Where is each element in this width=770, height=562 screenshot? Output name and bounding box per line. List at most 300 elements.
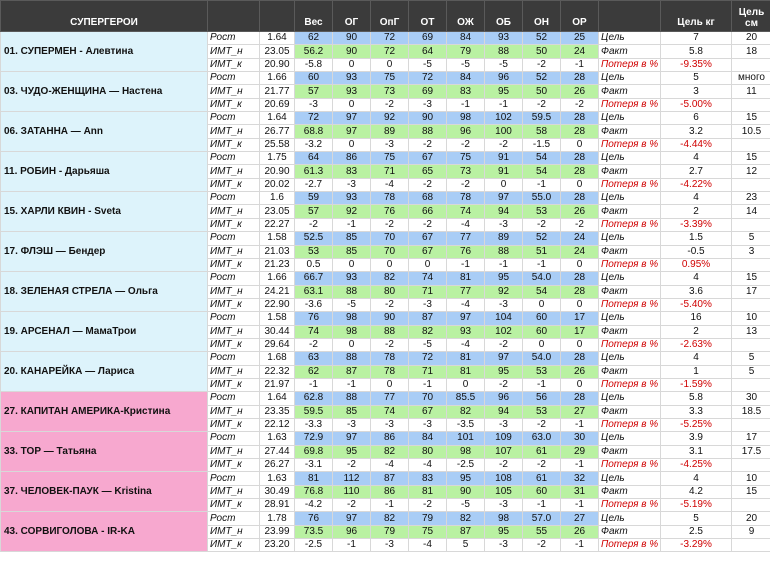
measure-cell: 87 [333,365,371,378]
measure-cell: 0 [371,258,409,271]
measure-cell: 87 [409,312,447,325]
table-row [1,352,770,365]
goal-kg-value: -4.22% [661,178,732,191]
goal-label: Цель [599,112,661,125]
measure-cell: 0 [523,338,561,351]
measure-cell: 59 [295,192,333,205]
measure-cell: -2 [523,58,561,71]
goal-kg-value: -3.29% [661,539,732,552]
measure-cell: 86 [371,485,409,498]
goal-kg-value: -5.40% [661,298,732,311]
measure-cell: 98 [333,312,371,325]
goal-cm-value [732,298,770,311]
measure-cell: -2 [333,459,371,472]
goal-cm-value [732,338,770,351]
measure-cell: 71 [371,165,409,178]
goal-kg-value: 5 [661,72,732,85]
goal-label: Факт [599,525,661,538]
col-header: ОТ [409,1,447,32]
row-label: ИМТ_к [208,378,260,391]
measure-cell: -1 [485,258,523,271]
row-metric: 29.64 [260,338,295,351]
measure-cell: 27 [561,405,599,418]
measure-cell: 83 [409,472,447,485]
measure-cell: 79 [447,45,485,58]
measure-cell: 96 [485,72,523,85]
row-label: ИМТ_н [208,525,260,538]
col-header: ОР [561,1,599,32]
measure-cell: 72 [371,45,409,58]
measure-cell: 56.2 [295,45,333,58]
measure-cell: 61 [523,472,561,485]
measure-cell: 104 [485,312,523,325]
blank-header [599,1,661,32]
measure-cell: -1 [447,98,485,111]
goal-cm-value: 5 [732,232,770,245]
goal-cm-value: 15 [732,112,770,125]
measure-cell: -2 [523,218,561,231]
measure-cell: -2 [409,178,447,191]
measure-cell: 53 [523,405,561,418]
goal-kg-value: 3.2 [661,125,732,138]
goal-label: Потеря в % [599,378,661,391]
measure-cell: 79 [371,525,409,538]
measure-cell: 95 [485,525,523,538]
measure-cell: 26 [561,525,599,538]
measure-cell: 98 [447,445,485,458]
row-label: ИМТ_н [208,325,260,338]
measure-cell: -3 [409,298,447,311]
measure-cell: 102 [485,325,523,338]
measure-cell: 76 [295,312,333,325]
goal-label: Потеря в % [599,58,661,71]
measure-cell: 74 [371,405,409,418]
measure-cell: 0 [561,378,599,391]
measure-cell: 101 [447,432,485,445]
measure-cell: 93 [447,325,485,338]
row-metric: 25.58 [260,138,295,151]
row-metric: 1.75 [260,152,295,165]
measure-cell: 91 [485,152,523,165]
row-metric: 23.35 [260,405,295,418]
measure-cell: 60 [523,312,561,325]
row-label: Рост [208,472,260,485]
measure-cell: 28 [561,192,599,205]
measure-cell: 28 [561,285,599,298]
row-label: Рост [208,232,260,245]
measure-cell: 65 [409,165,447,178]
goal-label: Цель [599,352,661,365]
measure-cell: 76 [295,512,333,525]
goal-kg-value: 4 [661,472,732,485]
row-metric: 23.99 [260,525,295,538]
goal-cm-value: много [732,72,770,85]
goal-label: Цель [599,472,661,485]
col-header: ОпГ [371,1,409,32]
measure-cell: 82 [371,445,409,458]
measure-cell: -1 [561,58,599,71]
measure-cell: 69 [409,32,447,45]
measure-cell: 84 [447,32,485,45]
row-metric: 1.63 [260,472,295,485]
measure-cell: 82 [447,405,485,418]
goal-kg-value: 3.3 [661,405,732,418]
row-metric: 22.27 [260,218,295,231]
goal-kg-value: -0.5 [661,245,732,258]
col-header: Вес [295,1,333,32]
measure-cell: -2 [485,338,523,351]
measure-cell: 54 [523,152,561,165]
goal-cm-value: 10.5 [732,125,770,138]
goal-label: Потеря в % [599,539,661,552]
row-label: ИМТ_н [208,285,260,298]
measure-cell: -1 [561,539,599,552]
goal-cm-value: 18.5 [732,405,770,418]
measure-cell: -2 [295,338,333,351]
measure-cell: -3 [485,539,523,552]
row-label: ИМТ_к [208,298,260,311]
goal-kg-value: -3.39% [661,218,732,231]
measure-cell: 28 [561,72,599,85]
goal-cm-value: 11 [732,85,770,98]
measure-cell: 53 [295,245,333,258]
row-label: Рост [208,432,260,445]
measure-cell: 67 [409,152,447,165]
measure-cell: 56 [523,392,561,405]
measure-cell: -2 [485,459,523,472]
measure-cell: 86 [333,152,371,165]
measure-cell: 74 [409,272,447,285]
measure-cell: 52 [523,72,561,85]
measure-cell: -3 [371,138,409,151]
measure-cell: -2 [409,138,447,151]
measure-cell: 90 [333,32,371,45]
measure-cell: 95 [333,445,371,458]
row-metric: 1.66 [260,72,295,85]
measure-cell: 81 [295,472,333,485]
measure-cell: 52 [523,32,561,45]
row-label: ИМТ_к [208,178,260,191]
measure-cell: 90 [447,485,485,498]
measure-cell: 26 [561,205,599,218]
goal-kg-value: 4.2 [661,485,732,498]
measure-cell: -3 [485,418,523,431]
row-metric: 28.91 [260,499,295,512]
hero-name: 06. ЗАТАННА — Ann [1,112,208,152]
goal-cm-value: 13 [732,325,770,338]
measure-cell: 85.5 [447,392,485,405]
row-label: ИМТ_к [208,459,260,472]
measure-cell: -3 [371,539,409,552]
measure-cell: 88 [485,45,523,58]
row-metric: 20.90 [260,58,295,71]
measure-cell: 63.1 [295,285,333,298]
table-row [1,472,770,485]
measure-cell: 24 [561,45,599,58]
table-row [1,392,770,405]
row-label: ИМТ_н [208,45,260,58]
goal-cm-value [732,138,770,151]
measure-cell: -3.6 [295,298,333,311]
measure-cell: 25 [561,32,599,45]
goal-label: Факт [599,405,661,418]
goal-label: Потеря в % [599,459,661,472]
hero-name: 43. СОРВИГОЛОВА - IR-KA [1,512,208,552]
goal-kg-value: 0.95% [661,258,732,271]
measure-cell: -3.5 [447,418,485,431]
measure-cell: 54 [523,165,561,178]
goal-kg-value: 3.9 [661,432,732,445]
measure-cell: -2 [409,218,447,231]
goal-cm-value: 9 [732,525,770,538]
goal-label: Цель [599,512,661,525]
row-label: ИМТ_н [208,365,260,378]
measure-cell: 97 [333,432,371,445]
measure-cell: -4 [447,298,485,311]
goal-kg-value: 4 [661,352,732,365]
measure-cell: 29 [561,445,599,458]
measure-cell: 88 [485,245,523,258]
measure-cell: -2 [485,378,523,391]
measure-cell: -4 [447,218,485,231]
measure-cell: 94 [485,205,523,218]
measure-cell: 109 [485,432,523,445]
col-header: ОБ [485,1,523,32]
goal-cm-value: 5 [732,352,770,365]
measure-cell: 63.0 [523,432,561,445]
measure-cell: 72 [409,352,447,365]
measure-cell: -1 [523,178,561,191]
goal-label: Факт [599,325,661,338]
measure-cell: 54.0 [523,352,561,365]
measure-cell: 95 [485,272,523,285]
measure-cell: 69.8 [295,445,333,458]
goal-label: Потеря в % [599,258,661,271]
measure-cell: 0 [371,378,409,391]
measure-cell: 27 [561,512,599,525]
measure-cell: 51 [523,245,561,258]
row-metric: 1.66 [260,272,295,285]
measure-cell: 17 [561,325,599,338]
goal-kg-value: -5.25% [661,418,732,431]
goal-label: Факт [599,485,661,498]
measure-cell: 78 [371,352,409,365]
measure-cell: 105 [485,485,523,498]
goal-kg-value: 4 [661,272,732,285]
measure-cell: -1 [485,98,523,111]
row-metric: 27.44 [260,445,295,458]
goal-cm-value [732,539,770,552]
measure-cell: 102 [485,112,523,125]
measure-cell: 66.7 [295,272,333,285]
table-row [1,272,770,285]
goal-label: Факт [599,245,661,258]
measure-cell: -1 [561,459,599,472]
measure-cell: 83 [333,165,371,178]
measure-cell: 50 [523,45,561,58]
measure-cell: 98 [333,325,371,338]
hero-name: 20. КАНАРЕЙКА — Лариса [1,352,208,392]
measure-cell: 81 [447,272,485,285]
measure-cell: 0 [409,258,447,271]
goal-label: Цель [599,32,661,45]
measure-cell: 69 [409,85,447,98]
measure-cell: 76.8 [295,485,333,498]
measure-cell: 93 [333,192,371,205]
table-row [1,112,770,125]
measure-cell: 82 [447,512,485,525]
row-metric: 23.05 [260,45,295,58]
hero-name: 33. ТОР — Татьяна [1,432,208,472]
goal-label: Потеря в % [599,418,661,431]
row-label: ИМТ_к [208,138,260,151]
measure-cell: -3 [295,98,333,111]
measure-cell: 68 [409,192,447,205]
row-label: Рост [208,112,260,125]
measure-cell: 67 [409,232,447,245]
row-label: Рост [208,192,260,205]
hero-name: 37. ЧЕЛОВЕК-ПАУК — Kristina [1,472,208,512]
measure-cell: -4 [409,539,447,552]
measure-cell: 97 [333,112,371,125]
measure-cell: 93 [333,72,371,85]
measure-cell: -2 [485,138,523,151]
measure-cell: 78 [447,192,485,205]
measure-cell: 77 [447,285,485,298]
measure-cell: -1 [523,258,561,271]
measure-cell: 0 [333,258,371,271]
measure-cell: -1 [523,378,561,391]
measure-cell: -5 [333,298,371,311]
goal-kg-value: 2.5 [661,525,732,538]
goal-kg-value: 16 [661,312,732,325]
measure-cell: 81 [447,365,485,378]
row-metric: 20.90 [260,165,295,178]
measure-cell: 81 [409,485,447,498]
measure-cell: -5 [447,58,485,71]
measure-cell: 57.0 [523,512,561,525]
goal-label: Потеря в % [599,218,661,231]
measure-cell: 73 [371,85,409,98]
goal-cm-value: 12 [732,165,770,178]
measure-cell: -3 [485,218,523,231]
measure-cell: -1 [333,539,371,552]
measure-cell: 0 [523,298,561,311]
row-metric: 22.32 [260,365,295,378]
goal-cm-header: Цель см [732,1,770,32]
measure-cell: -2 [561,218,599,231]
row-label: ИМТ_н [208,85,260,98]
goal-label: Потеря в % [599,499,661,512]
measure-cell: 28 [561,272,599,285]
row-metric: 21.77 [260,85,295,98]
table-row [1,232,770,245]
measure-cell: 85 [333,405,371,418]
hero-name: 15. ХАРЛИ КВИН - Sveta [1,192,208,232]
row-label: Рост [208,72,260,85]
row-metric: 1.68 [260,352,295,365]
measure-cell: 0.5 [295,258,333,271]
table-body [1,32,770,552]
row-metric: 24.21 [260,285,295,298]
measure-cell: 62 [295,365,333,378]
measure-cell: 77 [447,232,485,245]
measure-cell: -3 [485,298,523,311]
measure-cell: 81 [447,352,485,365]
hero-name: 19. АРСЕНАЛ — МамаТрои [1,312,208,352]
measure-cell: 84 [409,432,447,445]
measure-cell: 53 [523,365,561,378]
measure-cell: 86 [371,432,409,445]
hero-name: 03. ЧУДО-ЖЕНЩИНА — Настена [1,72,208,112]
measure-cell: -5 [447,499,485,512]
goal-cm-value: 15 [732,485,770,498]
goal-label: Цель [599,272,661,285]
measure-cell: -3.2 [295,138,333,151]
row-label: ИМТ_н [208,445,260,458]
table-row [1,432,770,445]
measure-cell: 93 [485,32,523,45]
measure-cell: 26 [561,365,599,378]
row-label: ИМТ_н [208,245,260,258]
measure-cell: 62 [295,32,333,45]
measure-cell: 96 [333,525,371,538]
row-label: ИМТ_н [208,405,260,418]
goal-kg-value: 2 [661,325,732,338]
measure-cell: -5.8 [295,58,333,71]
goal-label: Потеря в % [599,298,661,311]
row-label: Рост [208,272,260,285]
goal-cm-value: 17 [732,285,770,298]
goal-kg-value: 1 [661,365,732,378]
measure-cell: 96 [485,392,523,405]
goal-cm-value: 17 [732,432,770,445]
measure-cell: 89 [371,125,409,138]
row-label: ИМТ_к [208,98,260,111]
measure-cell: -2.5 [295,539,333,552]
measure-cell: -2 [371,338,409,351]
measure-cell: 98 [447,112,485,125]
measure-cell: 76 [371,205,409,218]
measure-cell: -2 [447,178,485,191]
measure-cell: 92 [485,285,523,298]
row-metric: 1.58 [260,232,295,245]
row-metric: 1.58 [260,312,295,325]
measure-cell: 107 [485,445,523,458]
goal-label: Факт [599,365,661,378]
row-label: Рост [208,352,260,365]
measure-cell: 63 [295,352,333,365]
measure-cell: 93 [333,272,371,285]
hero-name: 18. ЗЕЛЕНАЯ СТРЕЛА — Ольга [1,272,208,312]
measure-cell: 28 [561,152,599,165]
row-label: Рост [208,512,260,525]
goal-cm-value: 10 [732,472,770,485]
measure-cell: 97 [485,192,523,205]
goal-cm-value [732,258,770,271]
measure-cell: 0 [485,178,523,191]
goal-cm-value: 20 [732,512,770,525]
measure-cell: 54 [523,285,561,298]
measure-cell: 26 [561,85,599,98]
measure-cell: -5 [409,58,447,71]
measure-cell: 70 [371,232,409,245]
goal-label: Потеря в % [599,178,661,191]
measure-cell: 95 [485,365,523,378]
measure-cell: 54.0 [523,272,561,285]
measure-cell: 66 [409,205,447,218]
measure-cell: -2 [447,138,485,151]
